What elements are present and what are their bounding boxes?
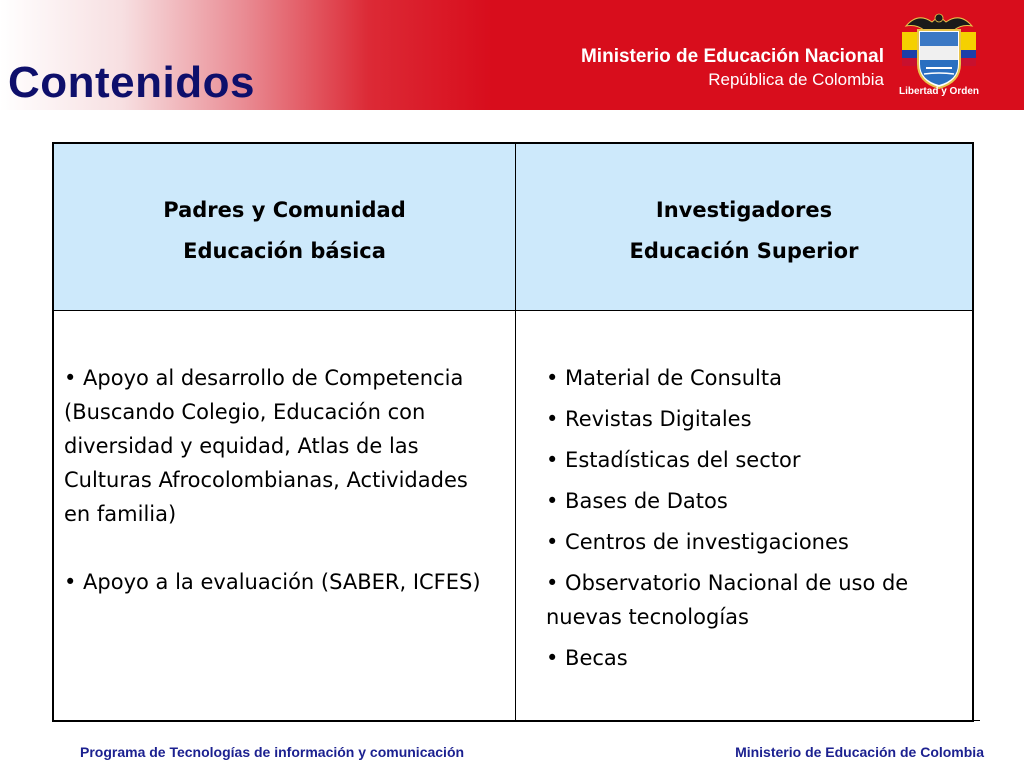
- list-item: • Material de Consulta: [546, 366, 782, 390]
- table-body-left: [54, 311, 516, 720]
- seal-motto: Libertad y Orden: [898, 86, 979, 97]
- header-right-line-1: Investigadores: [655, 198, 833, 222]
- list-item: • Observatorio Nacional de uso de nuevas tecnologías: [546, 571, 909, 629]
- list-item: • Centros de investigaciones: [546, 530, 849, 554]
- list-item: • Revistas Digitales: [546, 407, 752, 431]
- list-item: • Estadísticas del sector: [546, 448, 801, 472]
- header-left-line-1: Padres y Comunidad: [163, 198, 406, 222]
- header-right-line-2: Educación Superior: [629, 239, 859, 263]
- list-item: • Bases de Datos: [546, 489, 728, 513]
- divider: [974, 720, 980, 721]
- table-body-right: [516, 311, 972, 720]
- list-item: • Apoyo al desarrollo de Competencia (Buscando Colegio, Educación con diversidad y equidad, Atlas de las Culturas Afrocolombianas, Actividades en familia): [64, 366, 468, 526]
- ministry-name: Ministerio de Educación Nacional: [580, 46, 884, 67]
- footer-ministry: Ministerio de Educación de Colombia: [735, 744, 984, 760]
- page-title: Contenidos: [8, 58, 255, 107]
- ministry-country: República de Colombia: [708, 70, 884, 89]
- list-item: • Becas: [546, 646, 628, 670]
- table-header-left: [54, 144, 516, 311]
- list-item: • Apoyo a la evaluación (SABER, ICFES): [64, 570, 481, 594]
- ministry-block: [581, 45, 884, 91]
- contents-table: [52, 142, 974, 722]
- header-left-line-2: Educación básica: [183, 239, 386, 263]
- table-header-right: [516, 144, 972, 311]
- footer-program: Programa de Tecnologías de información y comunicación: [80, 744, 465, 760]
